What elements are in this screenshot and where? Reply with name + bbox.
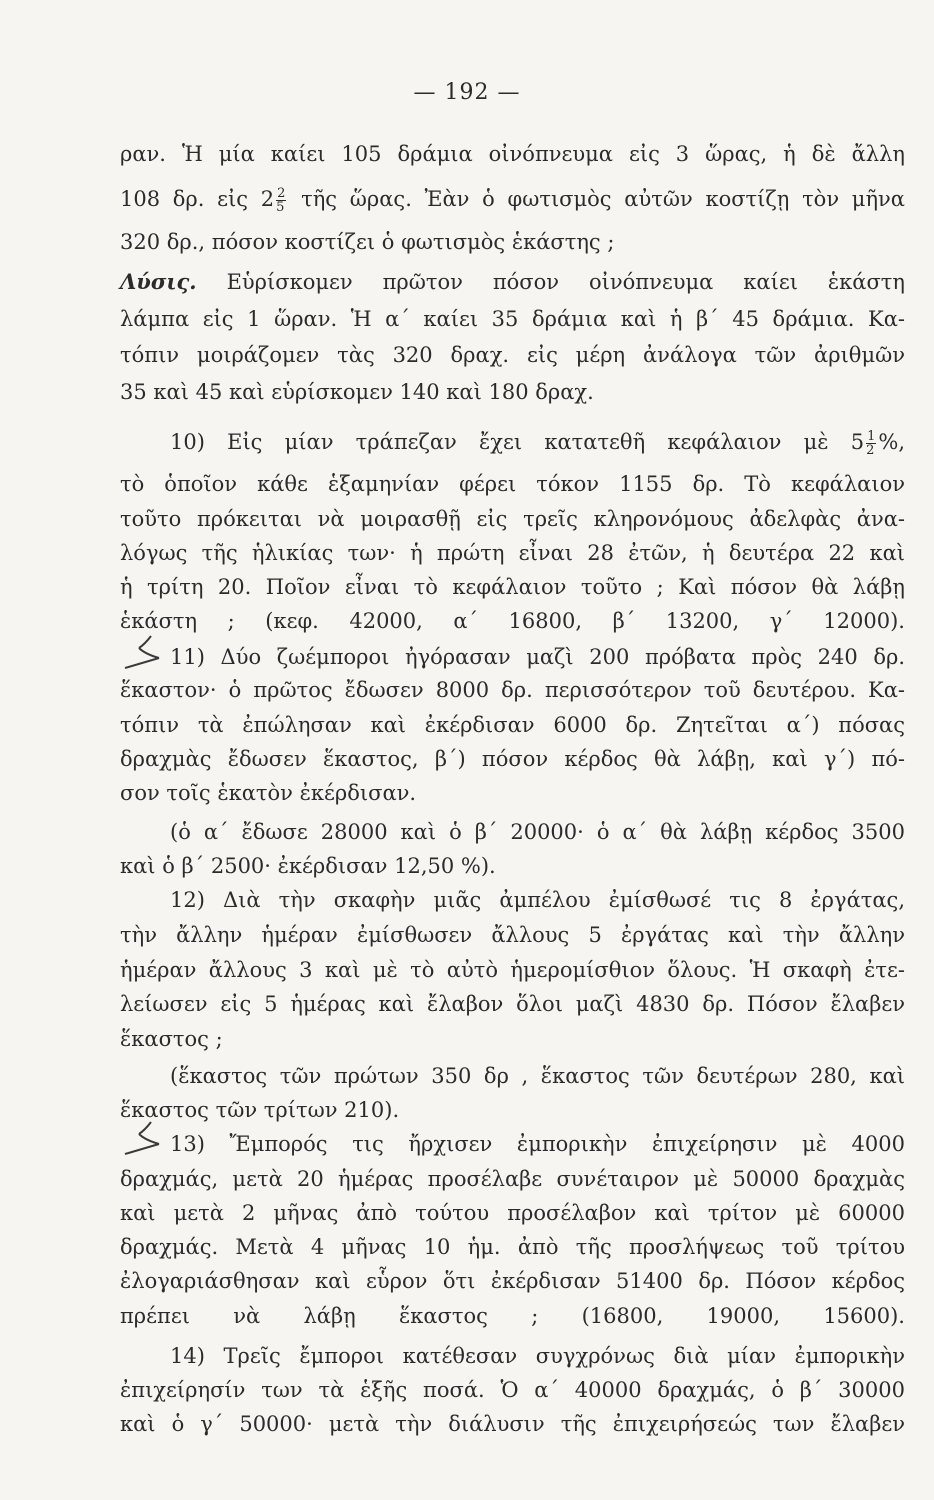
- text-line: λόγως τῆς ἡλικίας των· ἡ πρώτη εἶναι 28 ἐτῶν, ἡ δευτέρα 22 καὶ: [120, 541, 905, 565]
- text-line: [120, 1302, 905, 1330]
- fraction-denominator: 2: [866, 443, 875, 458]
- text-line: 14) Τρεῖς ἔμποροι κατέθεσαν συγχρόνως διὰ μίαν ἐμπορικὴν: [170, 1344, 905, 1368]
- text-line: ἕκαστος τῶν τρίτων 210).: [120, 1098, 400, 1122]
- text-segment: 10) Εἰς μίαν τράπεζαν ἔχει κατατεθῆ κεφάλαιον μὲ 5: [170, 430, 865, 454]
- text-line: τὸ ὁποῖον κάθε ἑξαμηνίαν φέρει τόκον 1155 δρ. Τὸ κεφάλαιον: [120, 472, 905, 496]
- text-line: δραχμάς. Μετὰ 4 μῆνας 10 ἡμ. ἀπὸ τῆς προσλήψεως τοῦ τρίτου: [120, 1235, 905, 1259]
- text-line: τόπιν μοιράζομεν τὰς 320 δραχ. εἰς μέρη ἀνάλογα τῶν ἀριθμῶν: [120, 343, 905, 367]
- text-segment: %,: [878, 430, 905, 454]
- text-line: [120, 607, 905, 635]
- text-line: δραχμὰς ἔδωσεν ἕκαστος, β΄) πόσον κέρδος θὰ λάβῃ, καὶ γ΄) πό-: [120, 747, 905, 771]
- text-line: τόπιν τὰ ἐπώλησαν καὶ ἐκέρδισαν 6000 δρ. Ζητεῖται α΄) πόσας: [120, 713, 905, 737]
- text-line: ραν. Ἡ μία καίει 105 δράμια οἰνόπνευμα εἰς 3 ὥρας, ἡ δὲ ἄλλη: [120, 142, 905, 166]
- text-line: 12) Διὰ τὴν σκαφὴν μιᾶς ἀμπέλου ἐμίσθωσέ τις 8 ἐργάτας,: [170, 888, 905, 912]
- answer-text: (16800, 19000, 15600).: [581, 1304, 905, 1328]
- text-segment: 108 δρ. εἰς 2: [120, 187, 275, 211]
- text-line: καὶ μετὰ 2 μῆνας ἀπὸ τούτου προσέλαβον καὶ τρίτον μὲ 60000: [120, 1201, 905, 1225]
- text-line: ἡ τρίτη 20. Ποῖον εἶναι τὸ κεφάλαιον τοῦτο ; Καὶ πόσον θὰ λάβῃ: [120, 575, 905, 599]
- text-segment: τῆς ὥρας. Ἐὰν ὁ φωτισμὸς αὐτῶν κοστίζῃ τὸν μῆνα: [301, 187, 905, 211]
- page-number: — 192 —: [413, 80, 521, 105]
- text-segment: πρέπει νὰ λάβῃ ἕκαστος ;: [120, 1304, 539, 1328]
- text-line: τοῦτο πρόκειται νὰ μοιρασθῇ εἰς τρεῖς κληρονόμους ἀδελφὰς ἀνα-: [120, 507, 905, 531]
- answer-text: (κεφ. 42000, α΄ 16800, β΄ 13200, γ΄ 12000).: [265, 609, 905, 633]
- text-line: ἐπιχείρησίν των τὰ ἑξῆς ποσά. Ὁ α΄ 40000 δραχμάς, ὁ β΄ 30000: [120, 1378, 905, 1402]
- fraction-numerator: 1: [867, 429, 876, 444]
- text-line: καὶ ὁ γ΄ 50000· μετὰ τὴν διάλυσιν τῆς ἐπιχειρήσεώς των ἔλαβεν: [120, 1412, 905, 1436]
- fraction-numerator: 2: [277, 186, 286, 201]
- text-segment: ἑκάστη ;: [120, 609, 235, 633]
- fraction-denominator: 5: [276, 200, 285, 215]
- text-line: [120, 185, 905, 214]
- text-line: 35 καὶ 45 καὶ εὑρίσκομεν 140 καὶ 180 δραχ.: [120, 380, 594, 404]
- text-line: 13) Ἔμπορός τις ἤρχισεν ἐμπορικὴν ἐπιχείρησιν μὲ 4000: [170, 1132, 905, 1156]
- text-line: καὶ ὁ β΄ 2500· ἐκέρδισαν 12,50 %).: [120, 854, 496, 878]
- text-segment: Εὑρίσκομεν πρῶτον πόσον οἰνόπνευμα καίει ἑκάστη: [226, 270, 905, 294]
- text-line: ἐλογαριάσθησαν καὶ εὗρον ὅτι ἐκέρδισαν 51400 δρ. Πόσον κέρδος: [120, 1269, 905, 1293]
- text-line: 11) Δύο ζωέμποροι ἠγόρασαν μαζὶ 200 πρόβατα πρὸς 240 δρ.: [170, 645, 905, 669]
- text-line: λείωσεν εἰς 5 ἡμέρας καὶ ἔλαβον ὅλοι μαζὶ 4830 δρ. Πόσον ἔλαβεν: [120, 992, 905, 1016]
- text-line: ἕκαστος ;: [120, 1027, 223, 1051]
- text-line: δραχμάς, μετὰ 20 ἡμέρας προσέλαβε συνέταιρον μὲ 50000 δραχμὰς: [120, 1167, 905, 1191]
- solution-heading: Λύσις.: [120, 269, 197, 294]
- fraction: [866, 430, 876, 457]
- text-line: σον τοῖς ἑκατὸν ἐκέρδισαν.: [120, 781, 417, 805]
- text-line: τὴν ἄλλην ἡμέραν ἐμίσθωσεν ἄλλους 5 ἐργάτας καὶ τὴν ἄλλην: [120, 923, 905, 947]
- text-line: 320 δρ., πόσον κοστίζει ὁ φωτισμὸς ἑκάστης ;: [120, 230, 615, 254]
- text-line: [120, 268, 905, 296]
- fraction: [276, 187, 286, 214]
- text-line: λάμπα εἰς 1 ὥραν. Ἡ α΄ καίει 35 δράμια καὶ ἡ β΄ 45 δράμια. Κα-: [120, 307, 905, 331]
- text-line: (ὁ α΄ ἔδωσε 28000 καὶ ὁ β΄ 20000· ὁ α΄ θὰ λάβῃ κέρδος 3500: [170, 820, 905, 844]
- text-line: (ἕκαστος τῶν πρώτων 350 δρ , ἕκαστος τῶν δευτέρων 280, καὶ: [170, 1064, 905, 1088]
- text-line: ἡμέραν ἄλλους 3 καὶ μὲ τὸ αὐτὸ ἡμερομίσθιον ὅλους. Ἡ σκαφὴ ἐτε-: [120, 958, 905, 982]
- text-line: [170, 428, 905, 457]
- text-line: ἕκαστον· ὁ πρῶτος ἔδωσεν 8000 δρ. περισσότερον τοῦ δευτέρου. Κα-: [120, 678, 905, 702]
